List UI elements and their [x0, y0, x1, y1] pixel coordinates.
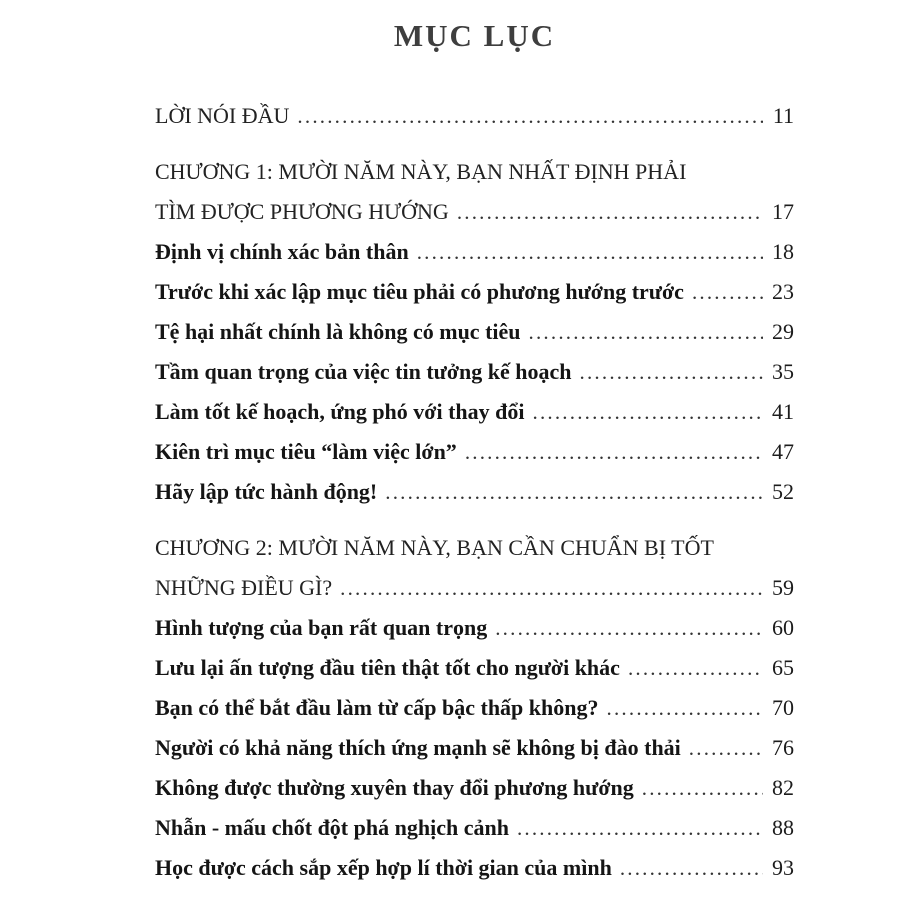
- toc-entry: [155, 432, 794, 472]
- toc-entry-title: Hãy lập tức hành động!: [155, 479, 378, 504]
- page-number: 60: [772, 615, 794, 640]
- toc-entry: [155, 768, 794, 808]
- toc-entry-title: Bạn có thể bắt đầu làm từ cấp bậc thấp không?: [155, 695, 599, 720]
- toc-entry-title: CHƯƠNG 1: MƯỜI NĂM NÀY, BẠN NHẤT ĐỊNH PHẢI: [155, 159, 687, 184]
- toc-entry: [155, 808, 794, 848]
- dot-leader: [607, 688, 763, 728]
- toc-entry-line: [155, 272, 794, 312]
- page-number: 70: [772, 695, 794, 720]
- toc-entry-title: Trước khi xác lập mục tiêu phải có phương hướng trước: [155, 279, 684, 304]
- toc-entry-line: [155, 392, 794, 432]
- toc-entry: [155, 232, 794, 272]
- toc-entry-title: Học được cách sắp xếp hợp lí thời gian của mình: [155, 855, 612, 880]
- dot-leader: [465, 432, 763, 472]
- page-number: 82: [772, 775, 794, 800]
- toc-entry-title: Tầm quan trọng của việc tin tưởng kế hoạch: [155, 359, 572, 384]
- toc-entry: [155, 352, 794, 392]
- dot-leader: [517, 808, 763, 848]
- toc-entry: [155, 648, 794, 688]
- toc-entry: [155, 728, 794, 768]
- page-number: 88: [772, 815, 794, 840]
- toc-entry-title: Người có khả năng thích ứng mạnh sẽ không bị đào thải: [155, 735, 681, 760]
- toc-entry-line: [155, 472, 794, 512]
- toc-entry: [155, 392, 794, 432]
- toc-entry-title: Không được thường xuyên thay đổi phương hướng: [155, 775, 634, 800]
- toc-entry-line: [155, 568, 794, 608]
- toc-entry-line: [155, 528, 794, 568]
- page-number: 65: [772, 655, 794, 680]
- toc-entry: [155, 272, 794, 312]
- page-number: 23: [772, 279, 794, 304]
- toc-entry: [155, 688, 794, 728]
- dot-leader: [457, 192, 763, 232]
- toc-entry-title: Định vị chính xác bản thân: [155, 239, 409, 264]
- page-number: 41: [772, 399, 794, 424]
- toc-entry-line: [155, 648, 794, 688]
- toc-list: [155, 96, 794, 888]
- toc-entry-line: [155, 152, 794, 192]
- toc-entry-line: [155, 848, 794, 888]
- toc-entry: [155, 848, 794, 888]
- toc-entry-title: LỜI NÓI ĐẦU: [155, 103, 290, 128]
- toc-entry-line: [155, 688, 794, 728]
- dot-leader: [692, 272, 763, 312]
- dot-leader: [620, 848, 763, 888]
- toc-entry-title: Kiên trì mục tiêu “làm việc lớn”: [155, 439, 457, 464]
- toc-entry: [155, 472, 794, 512]
- dot-leader: [689, 728, 763, 768]
- page-number: 35: [772, 359, 794, 384]
- page-number: 52: [772, 479, 794, 504]
- page-number: 18: [772, 239, 794, 264]
- dot-leader: [297, 96, 763, 136]
- page-number: 11: [772, 103, 794, 128]
- toc-entry-line: [155, 808, 794, 848]
- toc-entry-title: CHƯƠNG 2: MƯỜI NĂM NÀY, BẠN CẦN CHUẨN BỊ TỐT: [155, 535, 714, 560]
- toc-entry-line: [155, 352, 794, 392]
- dot-leader: [533, 392, 764, 432]
- dot-leader: [642, 768, 763, 808]
- page-number: 17: [772, 199, 794, 224]
- toc-entry-line: [155, 312, 794, 352]
- toc-entry: [155, 528, 794, 608]
- dot-leader: [495, 608, 763, 648]
- toc-entry-line: [155, 232, 794, 272]
- page-number: 76: [772, 735, 794, 760]
- toc-entry-line: [155, 432, 794, 472]
- dot-leader: [529, 312, 763, 352]
- toc-entry-title: Hình tượng của bạn rất quan trọng: [155, 615, 488, 640]
- page-number: 93: [772, 855, 794, 880]
- toc-entry-title: TÌM ĐƯỢC PHƯƠNG HƯỚNG: [155, 199, 449, 224]
- page-number: 29: [772, 319, 794, 344]
- dot-leader: [340, 568, 763, 608]
- toc-entry-title: Làm tốt kế hoạch, ứng phó với thay đổi: [155, 399, 525, 424]
- toc-entry-line: [155, 96, 794, 136]
- toc-entry: [155, 312, 794, 352]
- toc-entry: [155, 608, 794, 648]
- dot-leader: [628, 648, 763, 688]
- page-title: MỤC LỤC: [393, 18, 556, 53]
- toc-entry-title: Nhẫn - mấu chốt đột phá nghịch cảnh: [155, 815, 509, 840]
- toc-entry: [155, 152, 794, 232]
- dot-leader: [417, 232, 763, 272]
- toc-entry-line: [155, 768, 794, 808]
- page-number: 59: [772, 575, 794, 600]
- toc-entry-line: [155, 192, 794, 232]
- toc-entry-title: Tệ hại nhất chính là không có mục tiêu: [155, 319, 521, 344]
- dot-leader: [580, 352, 763, 392]
- toc-entry-line: [155, 608, 794, 648]
- page-number: 47: [772, 439, 794, 464]
- toc-entry-title: NHỮNG ĐIỀU GÌ?: [155, 575, 333, 600]
- dot-leader: [385, 472, 763, 512]
- toc-entry-title: Lưu lại ấn tượng đầu tiên thật tốt cho người khác: [155, 655, 620, 680]
- toc-entry-line: [155, 728, 794, 768]
- toc-entry: [155, 96, 794, 136]
